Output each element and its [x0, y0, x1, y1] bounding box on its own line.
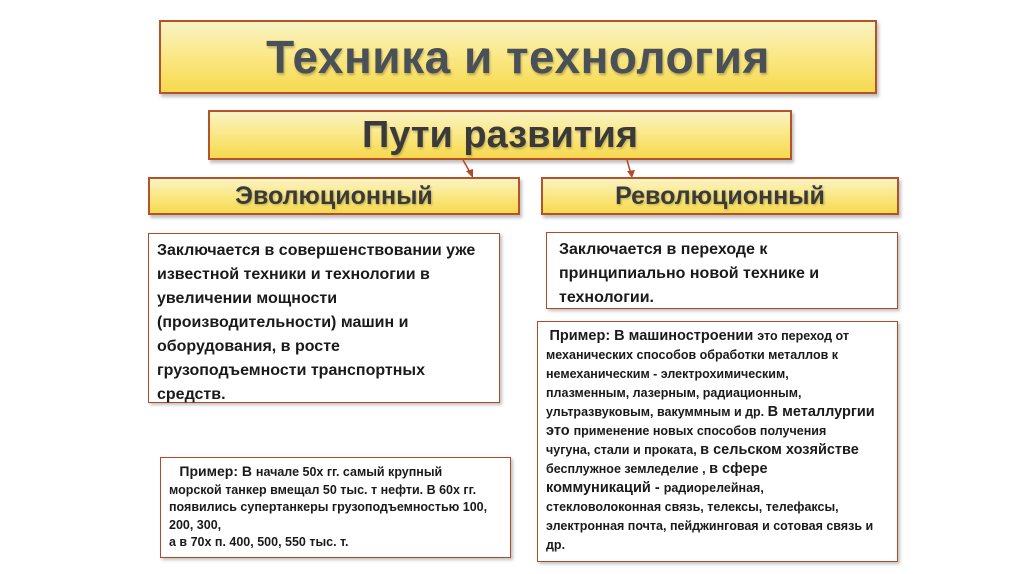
rev-example-line	[546, 479, 889, 498]
revolutionary-heading-box	[541, 177, 899, 215]
rev-example-line: электронная почта, пейджинговая и сотовая связь и	[546, 519, 874, 533]
subtitle: Пути развития	[361, 113, 638, 156]
rev-example-line: механических способов обработки металлов к	[546, 348, 839, 362]
rev-example-line	[546, 327, 889, 346]
evo-desc-line: средств.	[157, 386, 226, 403]
rev-example-emphasis: в сельском хозяйстве	[700, 442, 859, 458]
evolutionary-heading-box	[148, 177, 520, 215]
page-title: Техника и технология	[266, 31, 770, 83]
evo-example-line: 200, 300,	[169, 517, 222, 532]
rev-example-text: применение новых способов получения	[573, 424, 827, 438]
rev-example-line: стекловолоконная связь, телексы, телефаксы,	[546, 500, 839, 514]
rev-desc-line: Заключается в переходе к	[559, 241, 768, 258]
rev-example-emphasis: В металлургии	[767, 404, 875, 420]
rev-example-line	[546, 403, 889, 422]
evo-example-text: начале 50х гг. самый крупный	[255, 465, 443, 479]
rev-example-text: чугуна, стали и проката,	[546, 443, 701, 457]
revolutionary-description	[546, 232, 898, 309]
rev-example-line: плазменным, лазерным, радиационным,	[546, 386, 802, 400]
rev-example-emphasis: коммуникаций -	[546, 480, 664, 496]
rev-example-lead: Пример: В машиностроении	[549, 328, 758, 344]
revolutionary-example	[537, 321, 898, 562]
rev-desc-line: принципиально новой технике и	[559, 265, 820, 282]
evo-example-line: появились супертанкеры грузоподъемностью 100,	[169, 500, 488, 514]
rev-example-line	[546, 441, 889, 460]
evo-desc-line: Заключается в совершенствовании уже	[157, 242, 476, 259]
evo-desc-line: грузоподъемности транспортных	[157, 362, 425, 379]
revolutionary-heading: Революционный	[615, 181, 825, 210]
evo-desc-line: оборудования, в росте	[157, 338, 340, 355]
rev-example-line	[546, 422, 889, 441]
rev-example-text: ультразвуковым, вакуммным и др.	[546, 405, 768, 419]
evolutionary-description	[148, 233, 500, 403]
rev-example-emphasis: в сфере	[709, 461, 768, 477]
rev-example-line	[546, 460, 889, 479]
evo-desc-line: (производительности) машин и	[157, 314, 409, 331]
evo-example-line	[169, 463, 502, 482]
evo-desc-line: увеличении мощности	[157, 290, 338, 307]
evo-example-lead: Пример: В	[179, 463, 256, 479]
evo-example-line: морской танкер вмещал 50 тыс. т нефти. В 60х гг.	[169, 482, 477, 497]
evo-example-line: а в 70х п. 400, 500, 550 тыс. т.	[169, 535, 349, 549]
rev-example-emphasis: это	[546, 423, 574, 439]
evo-desc-line: известной техники и технологии в	[157, 266, 430, 283]
evolutionary-example	[160, 457, 511, 558]
rev-example-text: это переход от	[757, 329, 849, 343]
rev-example-text: радиорелейная,	[663, 481, 764, 495]
rev-example-line: др.	[546, 538, 566, 552]
evolutionary-heading: Эволюционный	[235, 181, 433, 210]
rev-example-text: бесплужное земледелие ,	[546, 462, 710, 476]
rev-example-line: немеханическим - электрохимическим,	[546, 367, 789, 381]
rev-desc-line: технологии.	[559, 289, 654, 306]
